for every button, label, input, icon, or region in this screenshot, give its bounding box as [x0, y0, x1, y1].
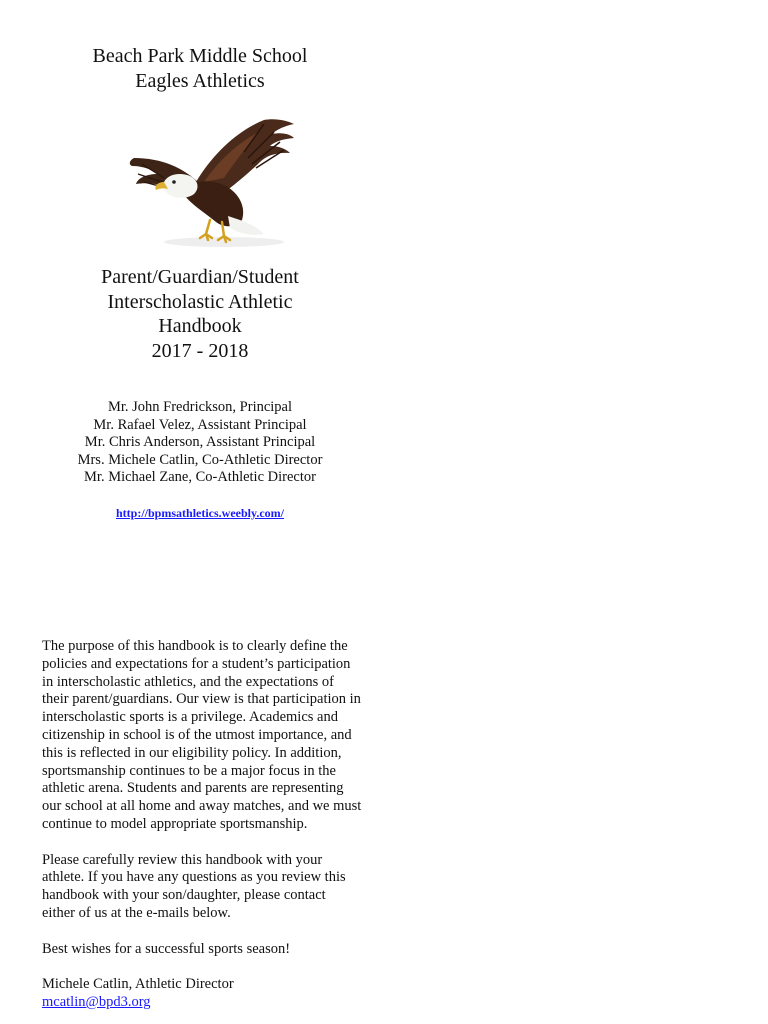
title-line-3: Handbook	[158, 315, 242, 337]
handbook-intro	[42, 638, 362, 1012]
signature-email-link[interactable]: mcatlin@bpd3.org	[42, 993, 151, 1010]
review-paragraph: Please carefully review this handbook with your athlete. If you have any questions as you review this handbook with your son/daughter, please contact either of us at the e-mails below.	[42, 851, 346, 921]
program-name: Eagles Athletics	[135, 70, 265, 92]
title-line-2: Interscholastic Athletic	[107, 290, 293, 313]
header	[50, 44, 350, 94]
eagle-icon	[124, 112, 296, 252]
staff-list	[40, 399, 360, 487]
staff-co-athletic-director-1: Mrs. Michele Catlin, Co-Athletic Director	[77, 451, 323, 468]
wishes-paragraph: Best wishes for a successful sports season!	[42, 940, 291, 957]
school-name: Beach Park Middle School	[92, 45, 308, 67]
title-year: 2017 - 2018	[151, 339, 249, 362]
staff-principal: Mr. John Fredrickson, Principal	[107, 399, 293, 415]
staff-assistant-principal-2: Mr. Chris Anderson, Assistant Principal	[84, 434, 316, 450]
staff-co-athletic-director-2: Mr. Michael Zane, Co-Athletic Director	[84, 469, 316, 485]
website-link[interactable]: http://bpmsathletics.weebly.com/	[116, 506, 284, 520]
signature-name: Michele Catlin, Athletic Director	[42, 976, 234, 993]
purpose-paragraph: The purpose of this handbook is to clearly define the policies and expectations for a student’s participation in interscholastic athletics, and the expectations of their parent/guardians. Our view is that participation in interscholastic sports is a privilege. Academics and citizenship in school is of the utmost importance, and this is reflected in our eligibility policy. In addition, sportsmanship continues to be a major focus in the athletic arena. Students and parents are representing our school at all home and away matches, and we must continue to model appropriate sportsmanship.	[42, 638, 362, 832]
handbook-title	[50, 265, 350, 363]
staff-assistant-principal-1: Mr. Rafael Velez, Assistant Principal	[93, 416, 307, 433]
title-line-1: Parent/Guardian/Student	[101, 266, 299, 288]
